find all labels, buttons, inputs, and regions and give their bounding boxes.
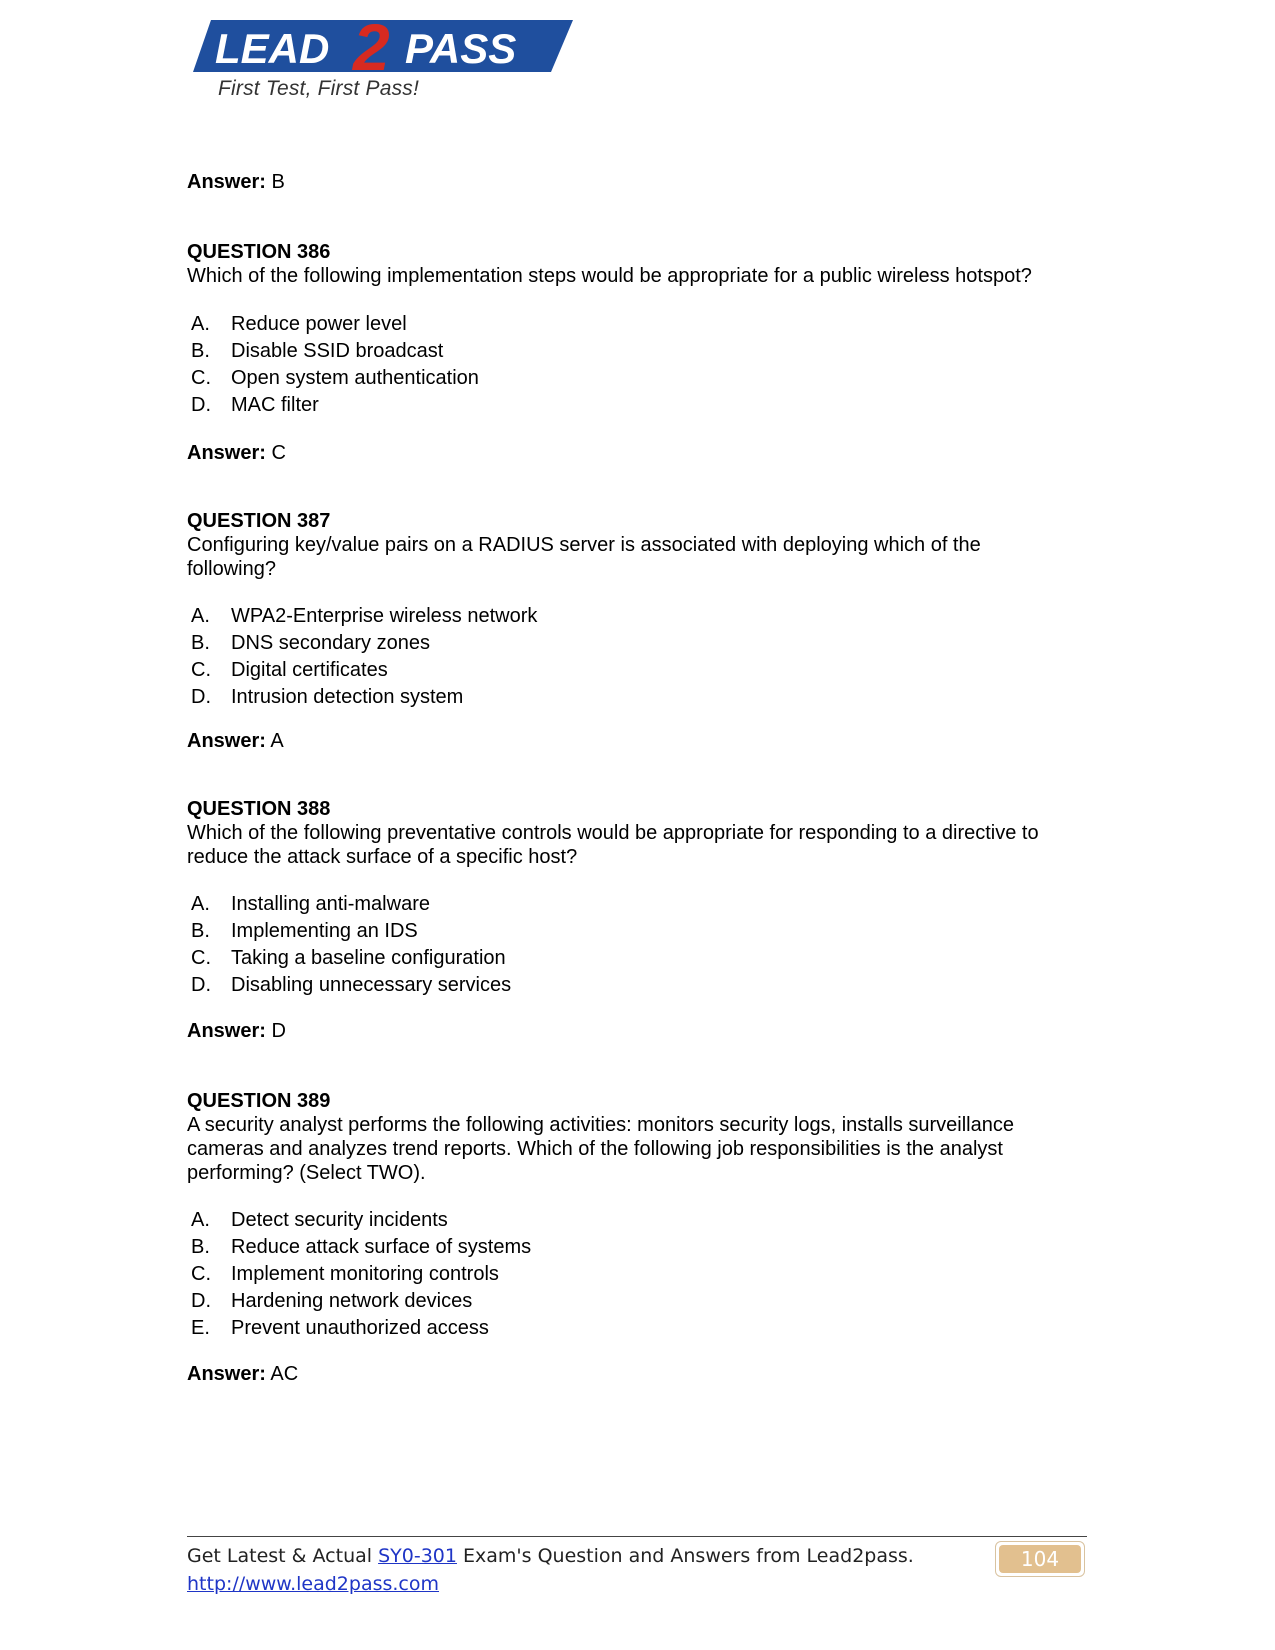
option-text: Disabling unnecessary services bbox=[231, 974, 512, 996]
option-list bbox=[187, 603, 1087, 711]
answer-value: C bbox=[271, 442, 286, 464]
option-letter: B. bbox=[191, 340, 210, 362]
previous-answer bbox=[187, 170, 1087, 194]
option-letter: C. bbox=[191, 367, 211, 389]
logo-text-lead: LEAD bbox=[215, 25, 330, 72]
option-letter: E. bbox=[191, 1317, 210, 1339]
option-item bbox=[187, 891, 1087, 918]
page-number-badge bbox=[995, 1541, 1085, 1577]
option-text: Reduce power level bbox=[231, 313, 407, 335]
question-content bbox=[187, 170, 1087, 1386]
question-text: Which of the following preventative controls would be appropriate for responding to a directive to reduce the attack surface of a specific host? bbox=[187, 822, 1039, 868]
option-text: MAC filter bbox=[231, 394, 319, 416]
option-item bbox=[187, 657, 1087, 684]
option-item bbox=[187, 1261, 1087, 1288]
option-text: Implementing an IDS bbox=[231, 920, 418, 942]
option-letter: D. bbox=[191, 1290, 211, 1312]
option-letter: B. bbox=[191, 632, 210, 654]
question-title: QUESTION 386 bbox=[187, 241, 331, 263]
answer-label: Answer: bbox=[187, 1363, 266, 1385]
option-text: Installing anti-malware bbox=[231, 893, 430, 915]
option-text: Implement monitoring controls bbox=[231, 1263, 499, 1285]
answer-label: Answer: bbox=[187, 730, 266, 752]
question-answer bbox=[187, 441, 1087, 465]
option-item bbox=[187, 1315, 1087, 1342]
option-text: Hardening network devices bbox=[231, 1290, 473, 1312]
answer-value: A bbox=[270, 730, 284, 752]
option-letter: A. bbox=[191, 1209, 210, 1231]
option-text: Reduce attack surface of systems bbox=[231, 1236, 532, 1258]
logo-text-two: 2 bbox=[353, 10, 390, 83]
option-item bbox=[187, 1288, 1087, 1315]
option-letter: C. bbox=[191, 1263, 211, 1285]
option-text: DNS secondary zones bbox=[231, 632, 430, 654]
option-letter: A. bbox=[191, 893, 210, 915]
question-text: A security analyst performs the following activities: monitors security logs, installs surveillance cameras and analyzes trend reports. Which of the following job responsibilities is the analyst performing? (Select TWO). bbox=[187, 1114, 1014, 1184]
question-block bbox=[187, 240, 1087, 465]
question-answer bbox=[187, 1362, 1087, 1386]
answer-label: Answer: bbox=[187, 1020, 266, 1042]
option-item bbox=[187, 338, 1087, 365]
option-item bbox=[187, 630, 1087, 657]
footer-text bbox=[187, 1542, 914, 1598]
question-block bbox=[187, 797, 1087, 1043]
question-title: QUESTION 389 bbox=[187, 1090, 331, 1112]
question-title: QUESTION 388 bbox=[187, 798, 331, 820]
question-answer bbox=[187, 729, 1087, 753]
option-text: Intrusion detection system bbox=[231, 686, 464, 708]
footer-divider bbox=[187, 1536, 1087, 1537]
option-item bbox=[187, 311, 1087, 338]
question-text: Configuring key/value pairs on a RADIUS server is associated with deploying which of the following? bbox=[187, 534, 981, 580]
answer-value: D bbox=[271, 1020, 286, 1042]
answer-label: Answer: bbox=[187, 442, 266, 464]
option-letter: B. bbox=[191, 920, 210, 942]
option-letter: C. bbox=[191, 659, 211, 681]
page-number: 104 bbox=[999, 1545, 1081, 1573]
footer-text-after: Exam's Question and Answers from Lead2pass. bbox=[456, 1545, 914, 1567]
answer-label: Answer: bbox=[187, 171, 266, 193]
question-text: Which of the following implementation steps would be appropriate for a public wireless hotspot? bbox=[187, 265, 1032, 287]
question-block bbox=[187, 1089, 1087, 1386]
option-item bbox=[187, 945, 1087, 972]
option-text: Disable SSID broadcast bbox=[231, 340, 444, 362]
option-item bbox=[187, 684, 1087, 711]
option-item bbox=[187, 392, 1087, 419]
answer-value: AC bbox=[270, 1363, 299, 1385]
option-item bbox=[187, 918, 1087, 945]
option-text: Open system authentication bbox=[231, 367, 479, 389]
option-letter: A. bbox=[191, 605, 210, 627]
logo-text-pass: PASS bbox=[405, 25, 517, 72]
option-letter: D. bbox=[191, 394, 211, 416]
option-letter: C. bbox=[191, 947, 211, 969]
option-item bbox=[187, 972, 1087, 999]
option-item bbox=[187, 603, 1087, 630]
option-item bbox=[187, 1234, 1087, 1261]
option-letter: B. bbox=[191, 1236, 210, 1258]
option-text: WPA2-Enterprise wireless network bbox=[231, 605, 538, 627]
option-text: Prevent unauthorized access bbox=[231, 1317, 489, 1339]
answer-value: B bbox=[271, 171, 285, 193]
option-text: Taking a baseline configuration bbox=[231, 947, 506, 969]
question-block bbox=[187, 509, 1087, 753]
option-letter: A. bbox=[191, 313, 210, 335]
footer-text-before: Get Latest & Actual bbox=[187, 1545, 379, 1567]
option-letter: D. bbox=[191, 686, 211, 708]
question-answer bbox=[187, 1019, 1087, 1043]
logo-tagline: First Test, First Pass! bbox=[218, 77, 420, 100]
option-text: Digital certificates bbox=[231, 659, 388, 681]
option-text: Detect security incidents bbox=[231, 1209, 448, 1231]
option-letter: D. bbox=[191, 974, 211, 996]
option-item bbox=[187, 365, 1087, 392]
option-list bbox=[187, 891, 1087, 999]
site-link[interactable]: http://www.lead2pass.com bbox=[187, 1573, 440, 1595]
question-title: QUESTION 387 bbox=[187, 510, 331, 532]
option-list bbox=[187, 311, 1087, 419]
exam-code-link[interactable]: SY0-301 bbox=[378, 1545, 457, 1567]
option-list bbox=[187, 1207, 1087, 1342]
option-item bbox=[187, 1207, 1087, 1234]
